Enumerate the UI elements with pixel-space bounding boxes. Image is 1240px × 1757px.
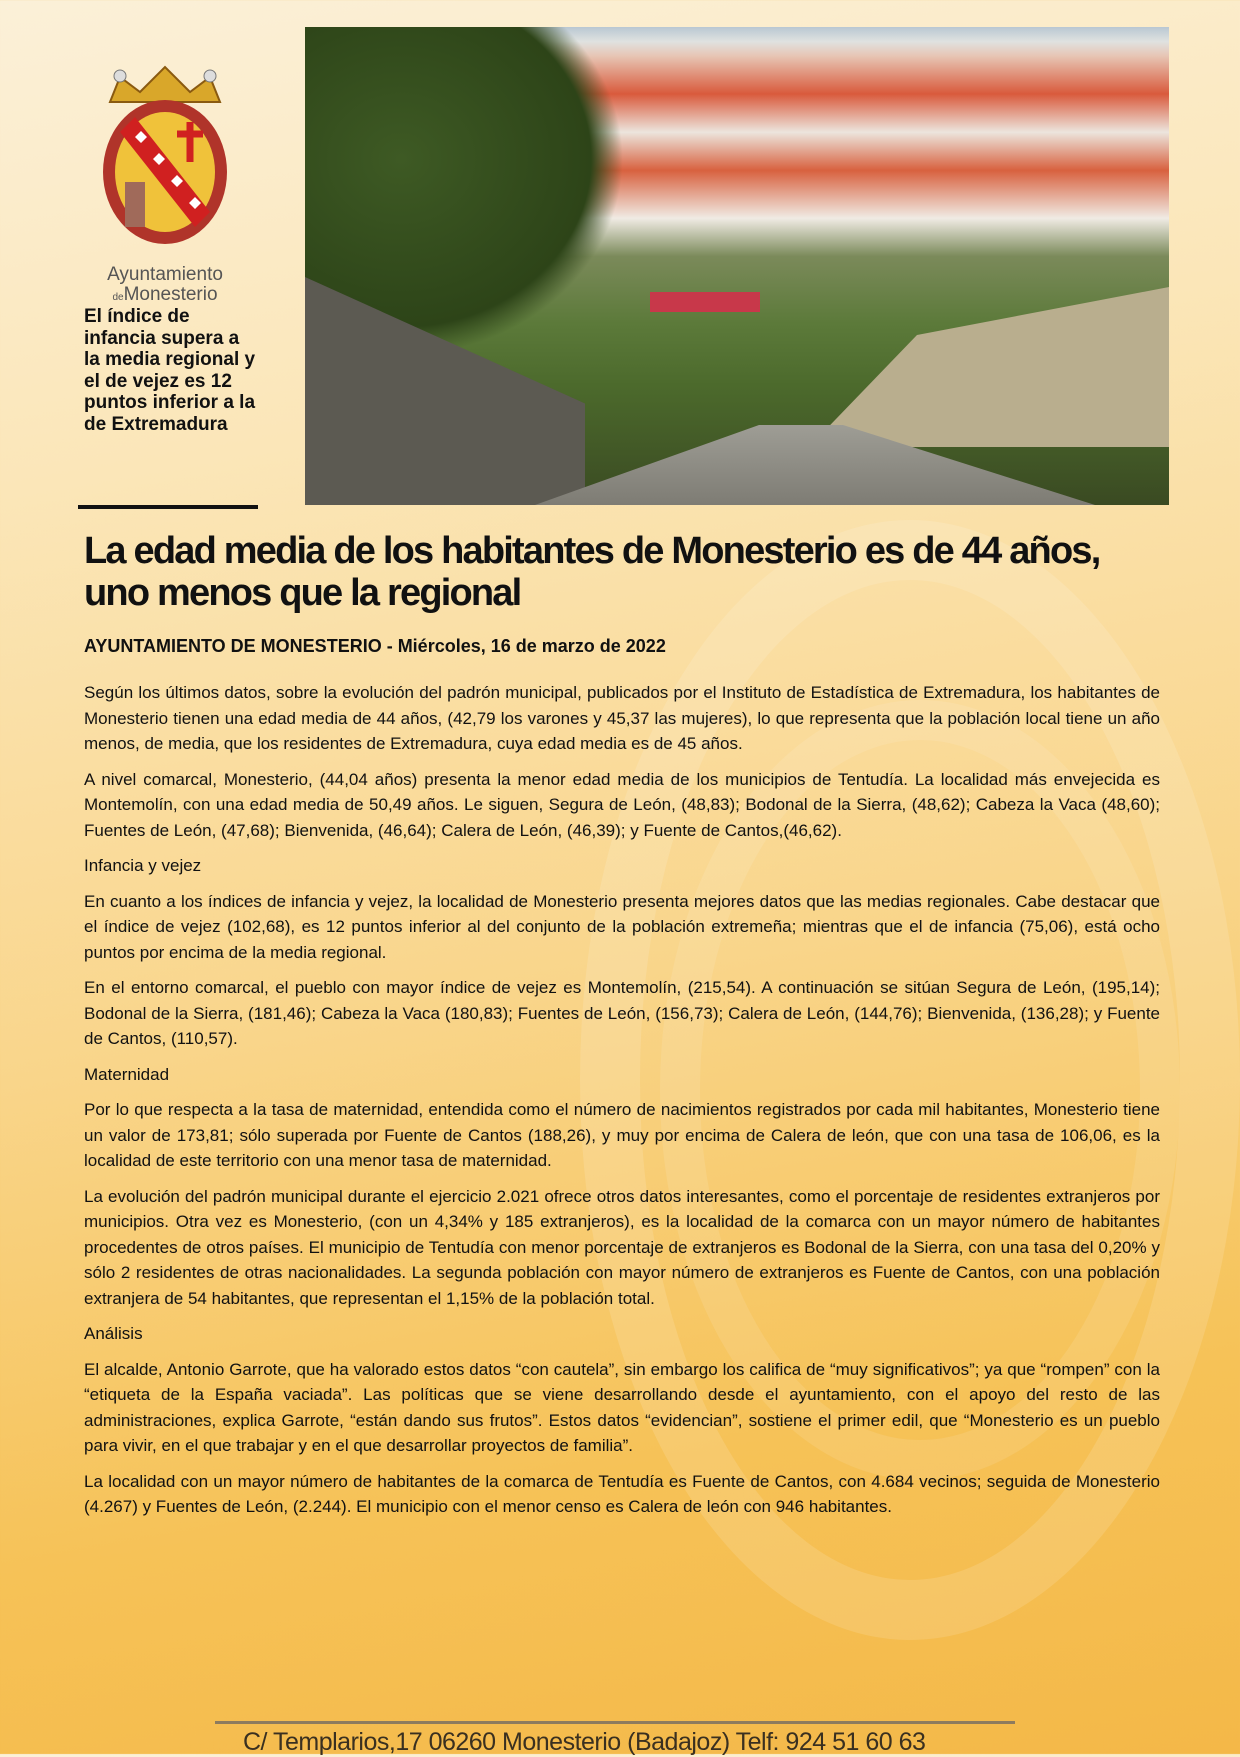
sidebar-divider bbox=[78, 505, 258, 509]
sidebar-highlight: El índice de infancia supera a la media regional y el de vejez es 12 puntos inferior a la de Extremadura bbox=[84, 306, 256, 435]
photo-barn-roof bbox=[650, 292, 760, 312]
article-byline: AYUNTAMIENTO DE MONESTERIO - Miércoles, 16 de marzo de 2022 bbox=[84, 636, 666, 656]
paragraph: A nivel comarcal, Monesterio, (44,04 años) presenta la menor edad media de los municipios de Tentudía. La localidad más envejecida es Montemolín, con una edad media de 50,49 años. Le siguen, Segura de León, (48,83); Bodonal de la Sierra, (48,62); Cabeza la Vaca (48,60); Fuentes de León, (47,68); Bienvenida, (46,64); Calera de León, (46,39); y Fuente de Cantos,(46,62). bbox=[84, 769, 1160, 840]
photo-stone-wall-right bbox=[809, 287, 1169, 447]
article-body bbox=[84, 680, 1160, 1530]
paragraph: Por lo que respecta a la tasa de maternidad, entendida como el número de nacimientos registrados por cada mil habitantes, Monesterio tiene un valor de 173,81; sólo superada por Fuente de Cantos (188,26), y muy por encima de Calera de león, que con una tasa de 106,06, es la localidad de este territorio con una menor tasa de maternidad. bbox=[84, 1100, 1160, 1170]
town-landscape-photo bbox=[305, 27, 1169, 505]
paragraph: En el entorno comarcal, el pueblo con mayor índice de vejez es Montemolín, (215,54). A continuación se sitúan Segura de León, (195,14); Bodonal de la Sierra, (181,46); Cabeza la Vaca (180,83); Fuentes de León, (156,73); Calera de León, (144,76); Bienvenida, (136,28); y Fuente de Cantos, (110,57). bbox=[84, 978, 1160, 1048]
footer-address: C/ Templarios,17 06260 Monesterio (Badajoz) Telf: 924 51 60 63 bbox=[243, 1728, 926, 1756]
paragraph: El alcalde, Antonio Garrote, que ha valorado estos datos “con cautela”, sin embargo los califica de “muy significativos”; ya que “rompen” con la “etiqueta de la España vaciada”. Las políticas que se viene desarrollando desde el ayuntamiento, con el apoyo del resto de las administraciones, explica Garrote, “están dando sus frutos”. Estos datos “evidencian”, sostiene el primer edil, que “Monesterio es un pueblo para vivir, en el que trabajar y en el que desarrollar proyectos de familia”. bbox=[84, 1359, 1160, 1455]
logo-line-2-small: de bbox=[112, 292, 124, 303]
logo-line-1: Ayuntamiento bbox=[107, 264, 223, 285]
article-title: La edad media de los habitantes de Monesterio es de 44 años, uno menos que la regional bbox=[84, 530, 1100, 614]
section-heading: Maternidad bbox=[84, 1064, 170, 1084]
paragraph: En cuanto a los índices de infancia y vejez, la localidad de Monesterio presenta mejores datos que las medias regionales. Cabe destacar que el índice de vejez (102,68), es 12 puntos inferior al del conjunto de la población extremeña; mientras que el de infancia (75,06), está ocho puntos por encima de la media regional. bbox=[84, 891, 1160, 962]
footer-divider bbox=[215, 1721, 1015, 1724]
section-heading: Análisis bbox=[84, 1324, 143, 1343]
paragraph: Según los últimos datos, sobre la evolución del padrón municipal, publicados por el Instituto de Estadística de Extremadura, los habitantes de Monesterio tienen una edad media de 44 años, (42,79 los varones y 45,37 las mujeres), lo que representa que la población local tiene un año menos, de media, que los residentes de Extremadura, cuya edad media es de 45 años. bbox=[84, 683, 1160, 753]
paragraph: La evolución del padrón municipal durante el ejercicio 2.021 ofrece otros datos interesantes, como el porcentaje de residentes extranjeros por municipios. Otra vez es Monesterio, (con un 4,34% y 185 extranjeros), es la localidad de la comarca con un mayor número de habitantes procedentes de otros países. El municipio de Tentudía con menor porcentaje de extranjeros es Bodonal de la Sierra, con una tasa del 0,20% y sólo 2 residentes de otras nacionalidades. La segunda población con mayor número de extranjeros es Fuente de Cantos, con una población extranjera de 54 habitantes, que representan el 1,15% de la población total. bbox=[84, 1186, 1160, 1308]
section-heading: Infancia y vejez bbox=[84, 856, 202, 875]
paragraph: La localidad con un mayor número de habitantes de la comarca de Tentudía es Fuente de Cantos, con 4.684 vecinos; seguida de Monesterio (4.267) y Fuentes de León, (2.244). El municipio con el menor censo es Calera de león con 946 habitantes. bbox=[84, 1471, 1160, 1516]
municipal-logo bbox=[95, 62, 235, 308]
logo-line-2: Monesterio bbox=[123, 284, 218, 305]
coat-of-arms-icon bbox=[95, 62, 235, 252]
